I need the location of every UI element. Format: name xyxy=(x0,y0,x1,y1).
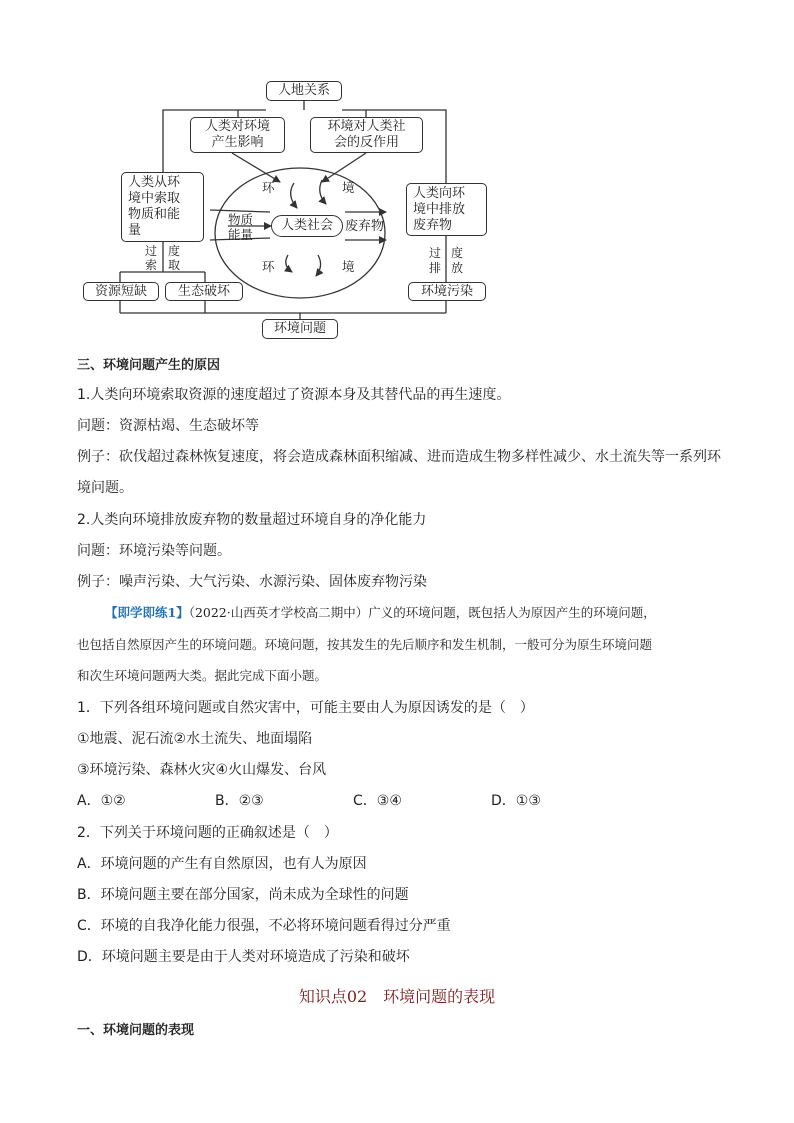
box-society-text: 人类社会 xyxy=(280,218,333,233)
box-problem-text: 环境问题 xyxy=(273,321,326,336)
q2-option-d: D．环境问题主要是由于人类对环境造成了污染和破坏 xyxy=(77,949,410,965)
practice-line-2: 也包括自然原因产生的环境问题。环境问题，按其发生的先后顺序和发生机制，一般可分为原生环境问题 xyxy=(77,637,653,652)
question-1-line-2: ③环境污染、森林火灾④火山爆发、台风 xyxy=(77,762,327,778)
box-impact-line1: 人类对环境 xyxy=(204,119,270,134)
box-shortage-text: 资源短缺 xyxy=(94,283,147,299)
box-discharge-line3: 废弃物 xyxy=(413,217,453,233)
degree-a: 度 xyxy=(167,244,180,258)
box-pollution xyxy=(408,282,486,301)
box-discharge xyxy=(406,183,487,236)
cycle-arrow-tl xyxy=(291,183,297,208)
q1-option-a: A．①② xyxy=(77,793,126,809)
question-1: 1．下列各组环境问题或自然灾害中，可能主要由人为原因诱发的是（ ） xyxy=(77,700,534,716)
practice-line-3: 和次生环境问题两大类。据此完成下面小题。 xyxy=(77,668,328,683)
box-extract-line4: 量 xyxy=(128,223,142,238)
paragraph-1: 1.人类向环境索取资源的速度超过了资源本身及其替代品的再生速度。 xyxy=(77,387,511,403)
degree-b: 取 xyxy=(167,258,180,272)
q1-option-c: C．③④ xyxy=(353,793,402,809)
env-label-bottom-left: 环 xyxy=(262,259,275,274)
q2-option-c: C．环境的自我净化能力很强，不必将环境问题看得过分严重 xyxy=(77,918,451,934)
box-problem xyxy=(262,319,338,339)
box-pollution-text: 环境污染 xyxy=(420,283,473,299)
box-society xyxy=(271,215,343,237)
degree2-a: 度 xyxy=(450,246,463,260)
cycle-arrow-tr xyxy=(320,180,326,204)
material-label-2: 能量 xyxy=(228,227,254,242)
box-discharge-line1: 人类向环 xyxy=(413,185,466,201)
box-discharge-line2: 境中排放 xyxy=(413,201,466,217)
question-2: 2．下列关于环境问题的正确叙述是（ ） xyxy=(77,825,338,841)
over-discharge-b: 排 xyxy=(428,261,441,275)
box-human-land-text: 人地关系 xyxy=(277,83,330,98)
box-reaction-line2: 会的反作用 xyxy=(333,135,399,150)
paragraph-5: 问题：环境污染等问题。 xyxy=(77,543,231,559)
q2-option-a: A．环境问题的产生有自然原因，也有人为原因 xyxy=(77,856,367,872)
paragraph-3a: 例子：砍伐超过森林恢复速度，将会造成森林面积缩减、进而造成生物多样性减少、水土流失等一系列环 xyxy=(77,449,721,465)
paragraph-4: 2.人类向环境排放废弃物的数量超过环境自身的净化能力 xyxy=(77,512,427,528)
box-reaction xyxy=(310,117,423,153)
section-1-heading: 一、环境问题的表现 xyxy=(77,1023,195,1038)
q2-option-b: B．环境问题主要在部分国家，尚未成为全球性的问题 xyxy=(77,887,409,903)
paragraph-2: 问题：资源枯竭、生态破坏等 xyxy=(77,418,259,434)
material-label-1: 物质 xyxy=(228,212,254,227)
degree2-b: 放 xyxy=(450,261,463,275)
human-environment-diagram xyxy=(0,0,794,345)
over-discharge-a: 过 xyxy=(428,246,441,260)
box-impact-line2: 产生影响 xyxy=(211,135,264,150)
box-reaction-line1: 环境对人类社 xyxy=(327,119,406,134)
paragraph-6: 例子：噪声污染、大气污染、水源污染、固体废弃物污染 xyxy=(77,574,427,590)
practice-tag: 【即学即练1】 xyxy=(105,605,189,620)
cycle-arrow-bl xyxy=(286,255,292,272)
box-impact xyxy=(190,117,285,153)
waste-label: 废弃物 xyxy=(345,219,385,234)
env-label-bottom-right: 境 xyxy=(342,259,355,274)
cycle-arrow-br xyxy=(316,255,321,276)
box-extract xyxy=(121,172,204,242)
section-3-heading: 三、环境问题产生的原因 xyxy=(77,358,221,373)
box-eco-damage-text: 生态破坏 xyxy=(177,283,230,299)
practice-intro-a: （2022·山西英才学校高二期中）广义的环境问题，既包括人为原因产生的环境问题， xyxy=(188,605,656,620)
q1-option-b: B．②③ xyxy=(215,793,264,809)
question-1-line-1: ①地震、泥石流②水土流失、地面塌陷 xyxy=(77,731,313,747)
env-label-top-right: 境 xyxy=(342,180,355,195)
practice-line-1 xyxy=(105,603,656,621)
knowledge-point-title: 知识点02 环境问题的表现 xyxy=(298,987,496,1006)
box-extract-line1: 人类从环 xyxy=(128,175,181,190)
box-eco-damage xyxy=(165,282,243,301)
box-extract-line2: 境中索取 xyxy=(128,191,181,206)
env-label-top-left: 环 xyxy=(262,180,275,195)
box-extract-line3: 物质和能 xyxy=(128,207,181,222)
q1-option-d: D．①③ xyxy=(491,793,541,809)
box-shortage xyxy=(83,282,159,301)
over-extract-b: 索 xyxy=(144,258,157,272)
paragraph-3b: 境问题。 xyxy=(77,480,133,496)
box-human-land xyxy=(266,81,342,101)
over-extract-a: 过 xyxy=(144,244,157,258)
